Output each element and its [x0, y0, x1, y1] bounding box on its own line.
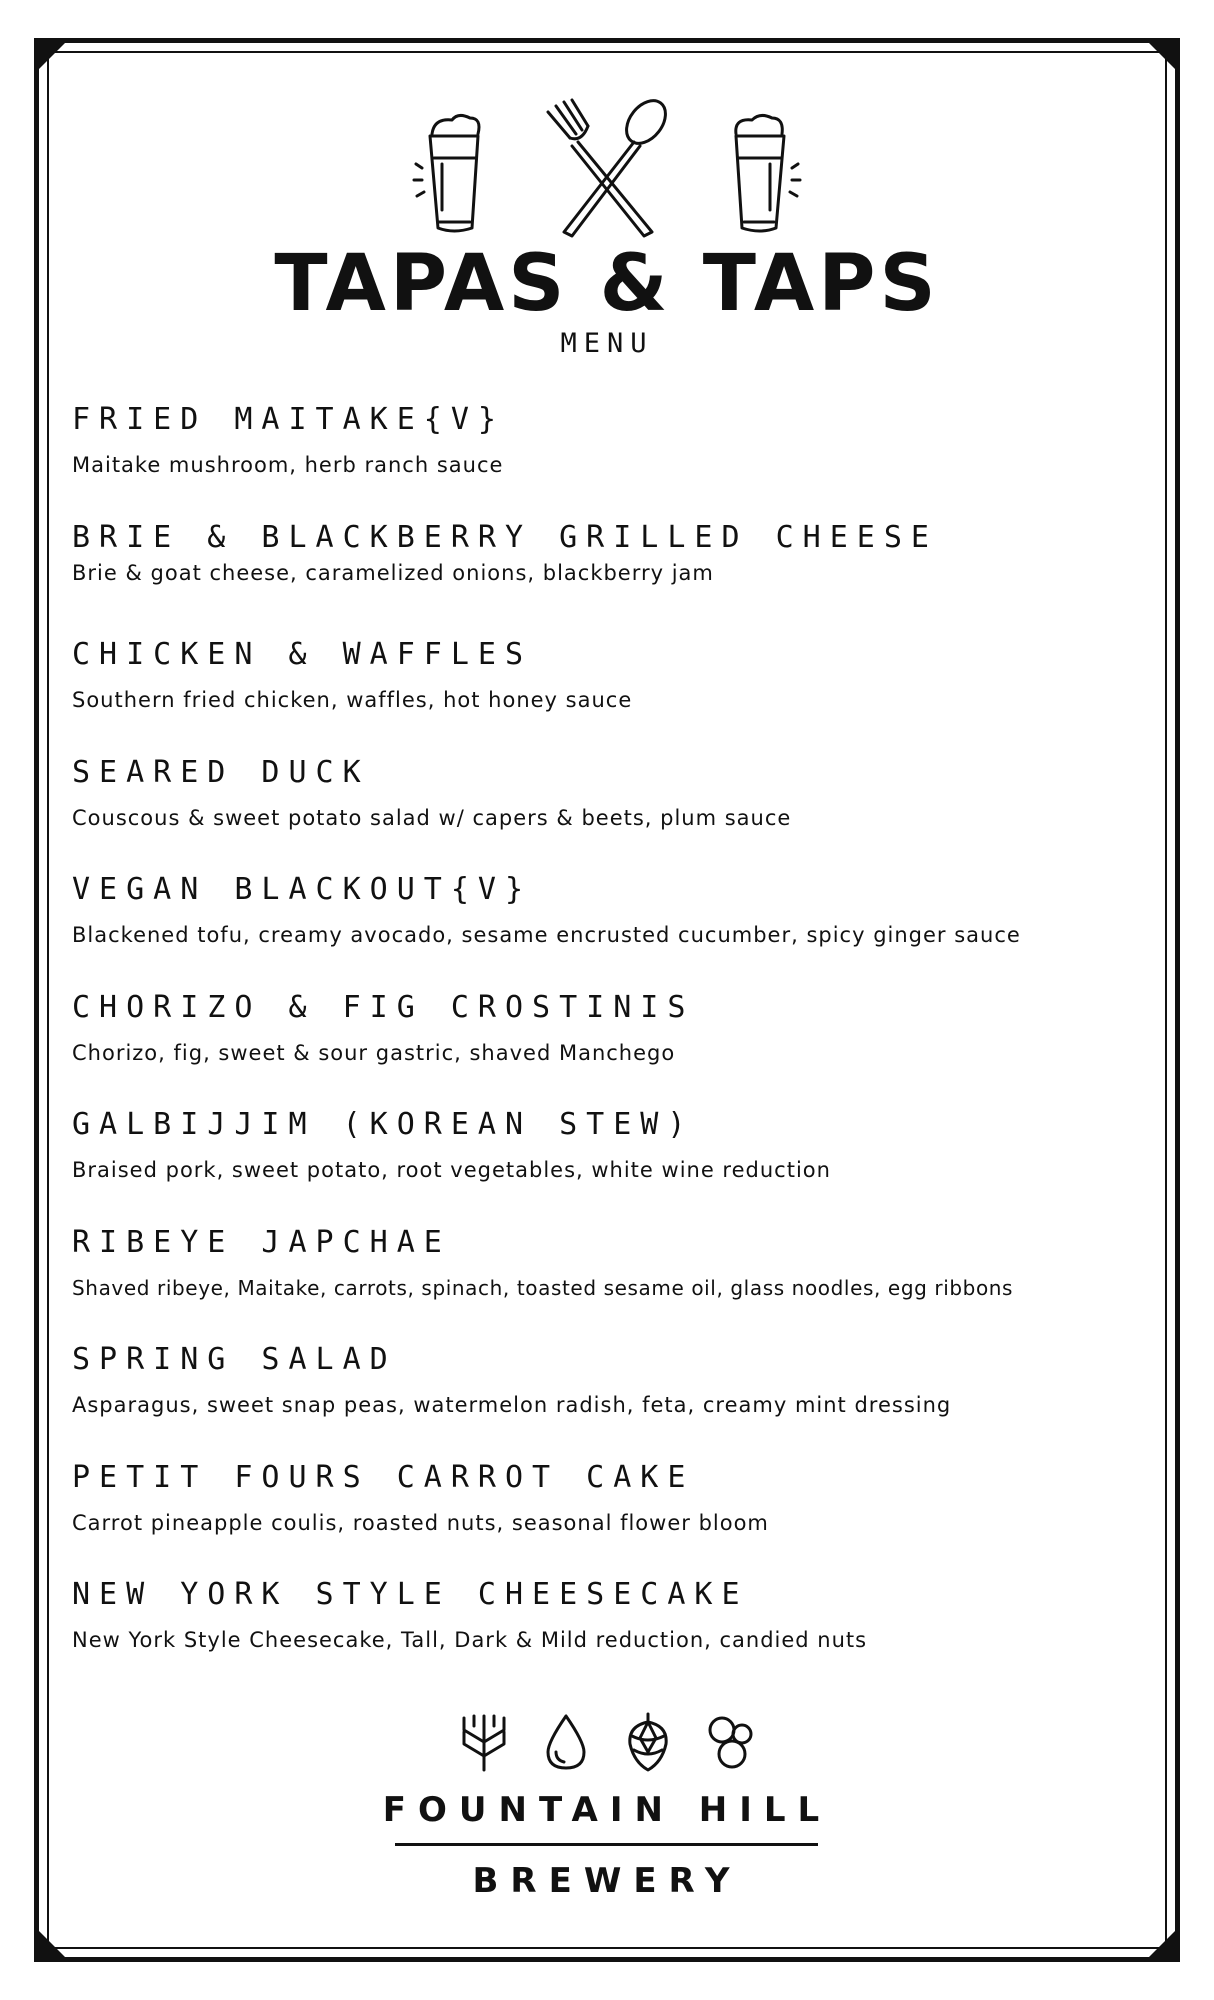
menu-item — [72, 755, 1142, 873]
menu-title: TAPAS & TAPS — [274, 239, 940, 329]
menu-item-name: NEW YORK STYLE CHEESECAKE — [72, 1577, 749, 1612]
menu-item-description: Couscous & sweet potato salad w/ capers & beets, plum sauce — [72, 805, 792, 830]
brewery-name-line1: FOUNTAIN HILL — [382, 1790, 832, 1830]
menu-item-name: SEARED DUCK — [72, 754, 370, 790]
menu-item-name: SPRING SALAD — [72, 1342, 397, 1377]
brand-divider — [395, 1843, 818, 1846]
menu-item-description: Braised pork, sweet potato, root vegetables, white wine reduction — [72, 1158, 831, 1182]
menu-item-name: BRIE & BLACKBERRY GRILLED CHEESE — [72, 519, 938, 555]
menu-item-name: GALBIJJIM (KOREAN STEW) — [72, 1107, 695, 1142]
menu-item — [72, 990, 1142, 1108]
menu-item-description: Maitake mushroom, herb ranch sauce — [72, 453, 504, 477]
menu-item-description: Brie & goat cheese, caramelized onions, blackberry jam — [72, 560, 714, 585]
menu-item-description: Carrot pineapple coulis, roasted nuts, seasonal flower bloom — [72, 1510, 769, 1535]
brewery-logo-icons — [0, 1712, 1214, 1772]
fork-spoon-icon — [542, 98, 672, 238]
beer-glass-icon — [720, 110, 802, 238]
yeast-icon — [704, 1712, 756, 1772]
header-illustration — [0, 88, 1214, 238]
wheat-icon — [458, 1712, 510, 1772]
menu-item — [72, 637, 1142, 755]
menu-item-description: Blackened tofu, creamy avocado, sesame encrusted cucumber, spicy ginger sauce — [72, 923, 1021, 947]
menu-item — [72, 1577, 1142, 1695]
water-drop-icon — [540, 1712, 592, 1772]
menu-item-name: PETIT FOURS CARROT CAKE — [72, 1459, 695, 1495]
corner-ornament-top-right — [1144, 38, 1180, 74]
menu-item — [72, 1460, 1142, 1578]
menu-item — [72, 872, 1142, 990]
menu-subtitle: MENU — [560, 328, 654, 359]
menu-item-name: CHICKEN & WAFFLES — [72, 637, 533, 672]
menu-item-name: RIBEYE JAPCHAE — [72, 1224, 451, 1260]
menu-item-description: Chorizo, fig, sweet & sour gastric, shaved Manchego — [72, 1040, 676, 1065]
corner-ornament-top-left — [34, 38, 70, 74]
corner-ornament-bottom-left — [34, 1926, 70, 1962]
menu-item-description: New York Style Cheesecake, Tall, Dark & Mild reduction, candied nuts — [72, 1628, 868, 1652]
menu-item — [72, 1225, 1142, 1343]
menu-item-name: VEGAN BLACKOUT{V} — [72, 872, 533, 907]
menu-item-description: Southern fried chicken, waffles, hot honey sauce — [72, 688, 633, 712]
menu-item — [72, 1342, 1142, 1460]
menu-list — [72, 402, 1142, 1695]
corner-ornament-bottom-right — [1144, 1926, 1180, 1962]
hop-icon — [622, 1712, 674, 1772]
beer-glass-icon — [412, 110, 494, 238]
menu-item-description: Shaved ribeye, Maitake, carrots, spinach, toasted sesame oil, glass noodles, egg ribbons — [72, 1275, 1014, 1300]
menu-item — [72, 1107, 1142, 1225]
menu-item-name: CHORIZO & FIG CROSTINIS — [72, 989, 695, 1025]
brewery-name-line2: BREWERY — [472, 1861, 742, 1901]
menu-item-description: Asparagus, sweet snap peas, watermelon radish, feta, creamy mint dressing — [72, 1393, 952, 1417]
menu-item — [72, 520, 1142, 638]
menu-item — [72, 402, 1142, 520]
menu-item-name: FRIED MAITAKE{V} — [72, 402, 505, 437]
